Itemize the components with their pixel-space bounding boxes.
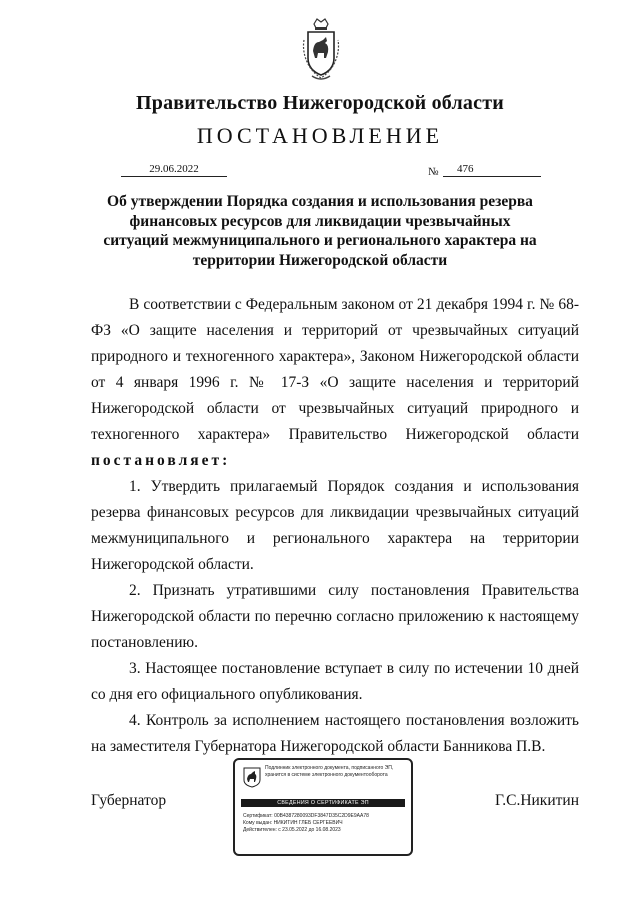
document-title: Об утверждении Порядка создания и использования резерва финансовых ресурсов для ликвидации чрезвычайных ситуаций межмуниципального и регионального характера на территории Нижегородской области bbox=[103, 193, 537, 269]
document-date: 29.06.2022 bbox=[121, 163, 227, 177]
signatory-position: Губернатор bbox=[91, 792, 167, 809]
stamp-certificate: Сертификат: 00B4387280093DF3847D35C2D9E9AA78 bbox=[243, 813, 369, 819]
signatory-name: Г.С.Никитин bbox=[495, 792, 579, 809]
coat-of-arms-emblem bbox=[302, 18, 340, 84]
intro-text: В соответствии с Федеральным законом от 21 декабря 1994 г. № 68-ФЗ «О защите населения и территорий от чрезвычайных ситуаций природного и техногенного характера», Законом Нижегородской области от 4 января 1996 г. № 17-З «О защите населения и территорий Нижегородской области от чрезвычайных ситуаций природного и техногенного характера» Правительство Нижегородской области bbox=[91, 296, 579, 443]
stamp-validity: Действителен: с 23.05.2022 до 16.08.2023 bbox=[243, 827, 341, 833]
document-body bbox=[91, 292, 579, 760]
item-4: 4. Контроль за исполнением настоящего постановления возложить на заместителя Губернатора Нижегородской области Банникова П.В. bbox=[91, 712, 579, 755]
document-type: ПОСТАНОВЛЕНИЕ bbox=[196, 123, 444, 148]
item-3: 3. Настоящее постановление вступает в силу по истечении 10 дней со дня его официального опубликования. bbox=[91, 660, 579, 703]
stamp-certificate-bar: СВЕДЕНИЯ О СЕРТИФИКАТЕ ЭП bbox=[241, 799, 405, 807]
number-label: № bbox=[428, 166, 439, 178]
government-name: Правительство Нижегородской области bbox=[136, 92, 504, 114]
item-2: 2. Признать утратившими силу постановления Правительства Нижегородской области по перечню согласно приложению к настоящему постановлению. bbox=[91, 582, 579, 651]
document-number: 476 bbox=[443, 163, 541, 177]
stamp-emblem-icon bbox=[243, 766, 261, 788]
stamp-header: Подлинник электронного документа, подписанного ЭП, хранится в системе электронного документооборота bbox=[265, 765, 394, 778]
stamp-issued-to: Кому выдан: НИКИТИН ГЛЕБ СЕРГЕЕВИЧ bbox=[243, 820, 343, 826]
stamp-details bbox=[243, 813, 409, 834]
intro-paragraph bbox=[91, 292, 579, 474]
electronic-signature-stamp bbox=[233, 758, 413, 856]
item-1: 1. Утвердить прилагаемый Порядок создания и использования резерва финансовых ресурсов для ликвидации чрезвычайных ситуаций межмуниципального и регионального характера на территории Нижегородской области. bbox=[91, 478, 579, 573]
resolves-word: постановляет: bbox=[91, 452, 231, 469]
